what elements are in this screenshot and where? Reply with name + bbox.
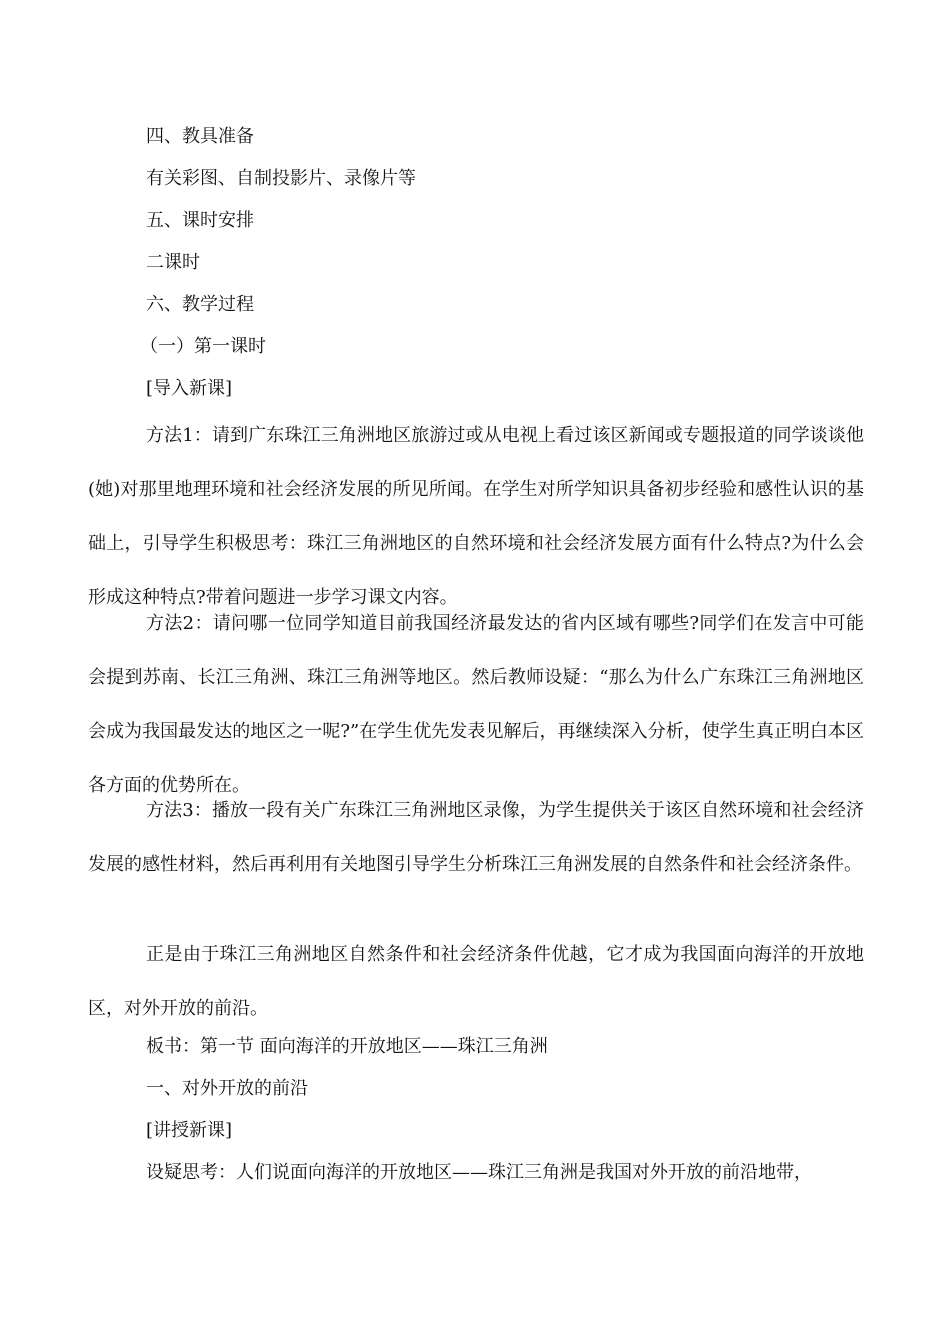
- method-2-paragraph: 方法2：请问哪一位同学知道目前我国经济最发达的省内区域有哪些?同学们在发言中可能会提到苏南、长江三角洲、珠江三角洲等地区。然后教师设疑：“那么为什么广东珠江三角洲地区会成为我国最发达的地区之一呢?”在学生优先发表见解后，再继续深入分析，使学生真正明白本区各方面的优势所在。: [88, 613, 864, 796]
- heading-schedule: 五、课时安排: [146, 210, 254, 231]
- teaching-aids-text: 有关彩图、自制投影片、录像片等: [146, 168, 416, 189]
- new-lesson-label: [讲授新课]: [146, 1120, 233, 1141]
- schedule-text: 二课时: [146, 252, 200, 273]
- question-text: 设疑思考：人们说面向海洋的开放地区——珠江三角洲是我国对外开放的前沿地带，: [146, 1162, 812, 1183]
- method-1-paragraph: 方法1：请到广东珠江三角洲地区旅游过或从电视上看过该区新闻或专题报道的同学谈谈他(她)对那里地理环境和社会经济发展的所见所闻。在学生对所学知识具备初步经验和感性认识的基础上，引导学生积极思考：珠江三角洲地区的自然环境和社会经济发展方面有什么特点?为什么会形成这种特点?带着问题进一步学习课文内容。: [88, 425, 864, 608]
- board-writing: 板书：第一节 面向海洋的开放地区——珠江三角洲: [146, 1036, 548, 1057]
- intro-label: [导入新课]: [146, 378, 233, 399]
- heading-teaching-process: 六、教学过程: [146, 294, 254, 315]
- first-period-heading: （一）第一课时: [140, 336, 266, 357]
- conclusion-paragraph: 正是由于珠江三角洲地区自然条件和社会经济条件优越，它才成为我国面向海洋的开放地区，对外开放的前沿。: [88, 944, 864, 1019]
- heading-teaching-aids: 四、教具准备: [146, 126, 254, 147]
- method-3-paragraph: 方法3：播放一段有关广东珠江三角洲地区录像，为学生提供关于该区自然环境和社会经济发展的感性材料，然后再利用有关地图引导学生分析珠江三角洲发展的自然条件和社会经济条件。: [88, 800, 864, 875]
- subheading-opening-frontier: 一、对外开放的前沿: [146, 1078, 308, 1099]
